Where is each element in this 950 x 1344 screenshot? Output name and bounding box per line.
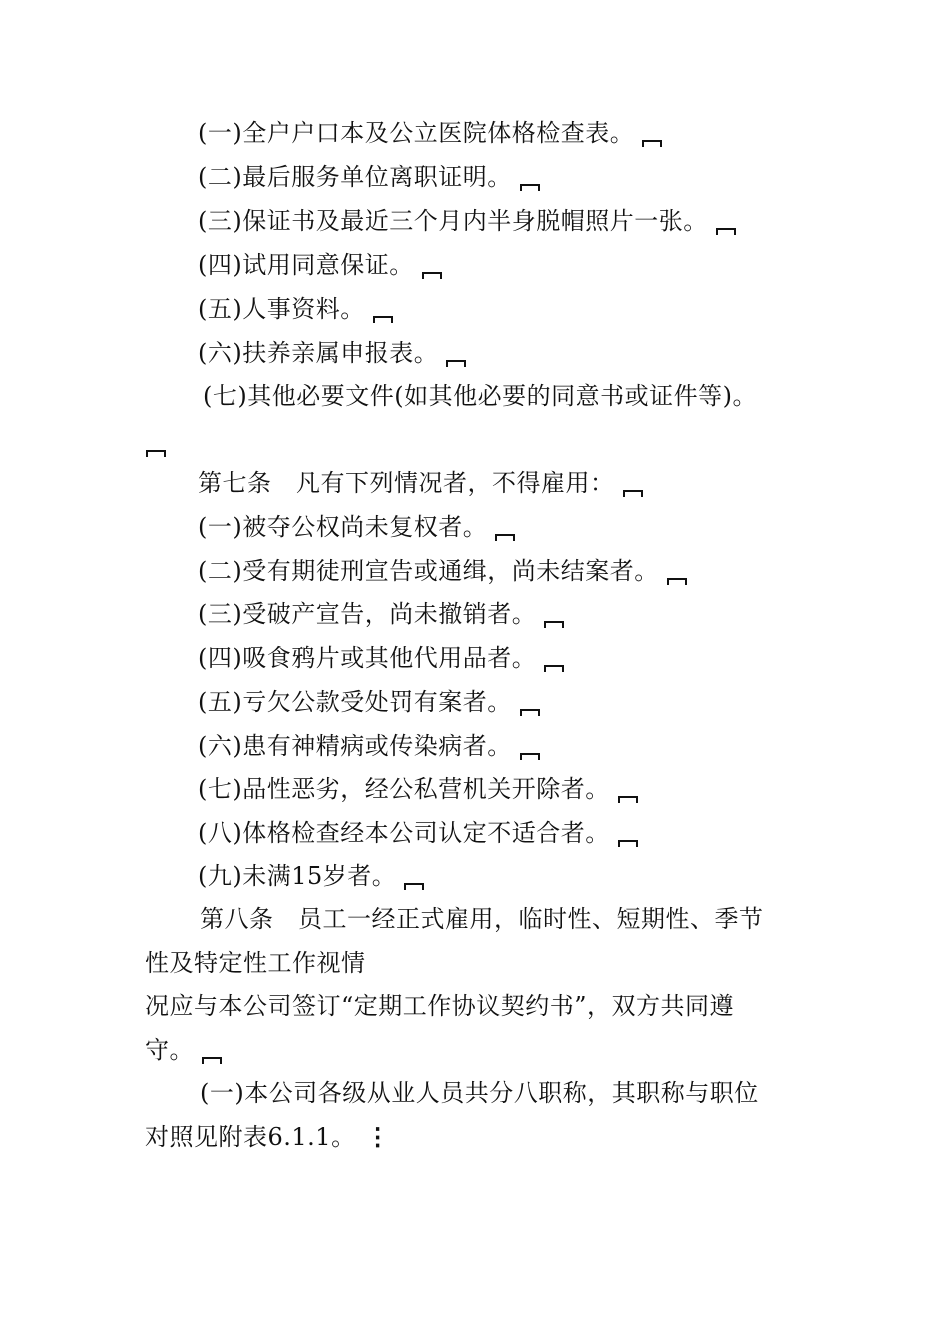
- paragraph-mark-icon: [618, 840, 638, 847]
- line-text: (四)试用同意保证。: [198, 251, 414, 279]
- paragraph-mark-icon: [667, 578, 687, 585]
- paragraph-mark-icon: [146, 450, 166, 457]
- paragraph-mark-icon: [544, 665, 564, 672]
- text-line: [198, 250, 442, 280]
- line-text: (三)保证书及最近三个月内半身脱帽照片一张。: [198, 207, 708, 235]
- text-line: [198, 338, 466, 368]
- text-line: [198, 162, 540, 192]
- paragraph-mark-icon: [544, 621, 564, 628]
- line-text: (二)受有期徒刑宣告或通缉，尚未结案者。: [198, 557, 659, 585]
- text-line: [138, 428, 166, 458]
- paragraph-mark-icon: [404, 883, 424, 890]
- paragraph-mark-icon: [373, 316, 393, 323]
- paragraph-mark-icon: [446, 360, 466, 367]
- line-text: 第七条 凡有下列情况者，不得雇用：: [198, 469, 615, 497]
- line-text: (一)被夺公权尚未复权者。: [198, 513, 488, 541]
- text-line: [203, 381, 757, 411]
- line-text: 第八条 员工一经正式雇用，临时性、短期性、季节: [200, 905, 764, 933]
- text-line: [198, 643, 564, 673]
- line-text: (一)本公司各级从业人员共分八职称，其职称与职位: [200, 1079, 759, 1107]
- text-line: [145, 1035, 222, 1065]
- text-line: [198, 818, 638, 848]
- text-line: [145, 948, 366, 978]
- text-line: [198, 599, 564, 629]
- paragraph-mark-icon: [520, 709, 540, 716]
- paragraph-mark-icon: [520, 184, 540, 191]
- paragraph-mark-icon: [618, 796, 638, 803]
- text-line: [200, 1078, 759, 1108]
- line-text: (七)其他必要文件(如其他必要的同意书或证件等)。: [203, 382, 757, 410]
- line-text: (七)品性恶劣，经公私营机关开除者。: [198, 775, 610, 803]
- line-text: (八)体格检查经本公司认定不适合者。: [198, 819, 610, 847]
- line-text: (六)患有神精病或传染病者。: [198, 732, 512, 760]
- text-line: [198, 118, 662, 148]
- line-text: (九)未满15岁者。: [198, 862, 397, 890]
- paragraph-mark-icon: [716, 228, 736, 235]
- line-text: (五)亏欠公款受处罚有案者。: [198, 688, 512, 716]
- line-text: (一)全户户口本及公立医院体格检查表。: [198, 119, 635, 147]
- paragraph-mark-icon: [422, 272, 442, 279]
- text-line: [145, 991, 734, 1021]
- text-line: [198, 468, 643, 498]
- line-text: 对照见附表6.1.1。: [145, 1123, 356, 1151]
- text-line: [198, 861, 424, 891]
- text-line: [198, 774, 638, 804]
- line-text: (六)扶养亲属申报表。: [198, 339, 439, 367]
- text-line: [145, 1122, 390, 1152]
- line-text: 守。: [145, 1036, 194, 1064]
- line-text: (五)人事资料。: [198, 295, 365, 323]
- text-line: [198, 731, 540, 761]
- line-text: (四)吸食鸦片或其他代用品者。: [198, 644, 537, 672]
- paragraph-mark-icon: [520, 753, 540, 760]
- text-line: [200, 904, 764, 934]
- ellipsis-icon: ⋮: [365, 1122, 391, 1151]
- paragraph-mark-icon: [202, 1057, 222, 1064]
- paragraph-mark-icon: [623, 490, 643, 497]
- line-text: 性及特定性工作视情: [145, 949, 366, 977]
- paragraph-mark-icon: [642, 140, 662, 147]
- text-line: [198, 556, 687, 586]
- paragraph-mark-icon: [495, 534, 515, 541]
- text-line: [198, 294, 393, 324]
- text-line: [198, 512, 515, 542]
- line-text: (三)受破产宣告，尚未撤销者。: [198, 600, 537, 628]
- line-text: 况应与本公司签订“定期工作协议契约书”，双方共同遵: [145, 992, 735, 1020]
- text-line: [198, 206, 736, 236]
- text-line: [198, 687, 540, 717]
- line-text: (二)最后服务单位离职证明。: [198, 163, 512, 191]
